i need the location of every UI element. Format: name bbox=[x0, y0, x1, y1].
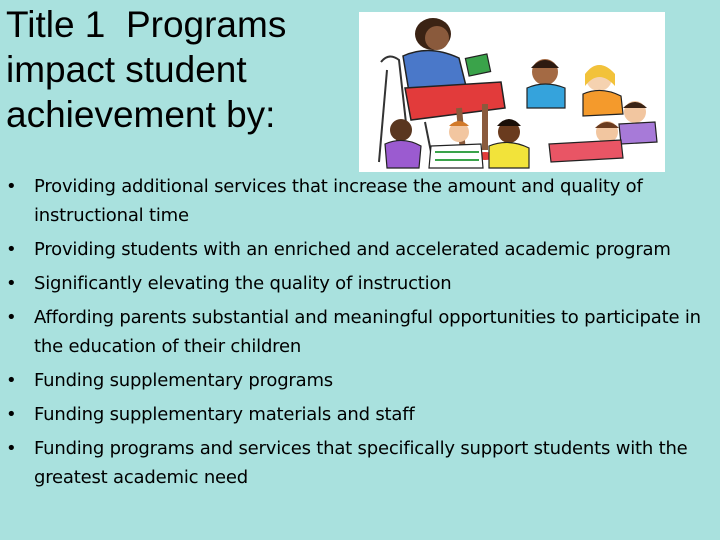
list-item bbox=[6, 400, 706, 429]
bullet-text: Providing additional services that increase the amount and quality of instructional time bbox=[34, 176, 643, 226]
title-line-1: Title 1 Programs bbox=[6, 4, 287, 45]
bullet-icon: • bbox=[6, 370, 17, 391]
bullet-icon: • bbox=[6, 273, 17, 294]
list-item bbox=[6, 434, 706, 492]
bullet-text: Funding programs and services that specifically support students with the greatest academic need bbox=[34, 438, 688, 488]
bullet-text: Funding supplementary programs bbox=[34, 370, 333, 391]
bullet-text: Affording parents substantial and meaningful opportunities to participate in the education of their children bbox=[34, 307, 701, 357]
bullet-icon: • bbox=[6, 404, 17, 425]
list-item bbox=[6, 235, 706, 264]
bullet-text: Providing students with an enriched and accelerated academic program bbox=[34, 239, 671, 260]
bullet-icon: • bbox=[6, 307, 17, 328]
bullet-text: Significantly elevating the quality of instruction bbox=[34, 273, 452, 294]
list-item bbox=[6, 303, 706, 361]
list-item bbox=[6, 269, 706, 298]
bullet-text: Funding supplementary materials and staff bbox=[34, 404, 415, 425]
bullet-list bbox=[6, 172, 706, 497]
title-line-3: achievement by: bbox=[6, 94, 276, 135]
list-item bbox=[6, 172, 706, 230]
bullet-icon: • bbox=[6, 176, 17, 197]
teacher-reading-to-children-icon bbox=[359, 12, 665, 172]
list-item bbox=[6, 366, 706, 395]
bullet-icon: • bbox=[6, 438, 17, 459]
bullet-icon: • bbox=[6, 239, 17, 260]
slide-title bbox=[6, 2, 351, 137]
title-line-2: impact student bbox=[6, 49, 247, 90]
